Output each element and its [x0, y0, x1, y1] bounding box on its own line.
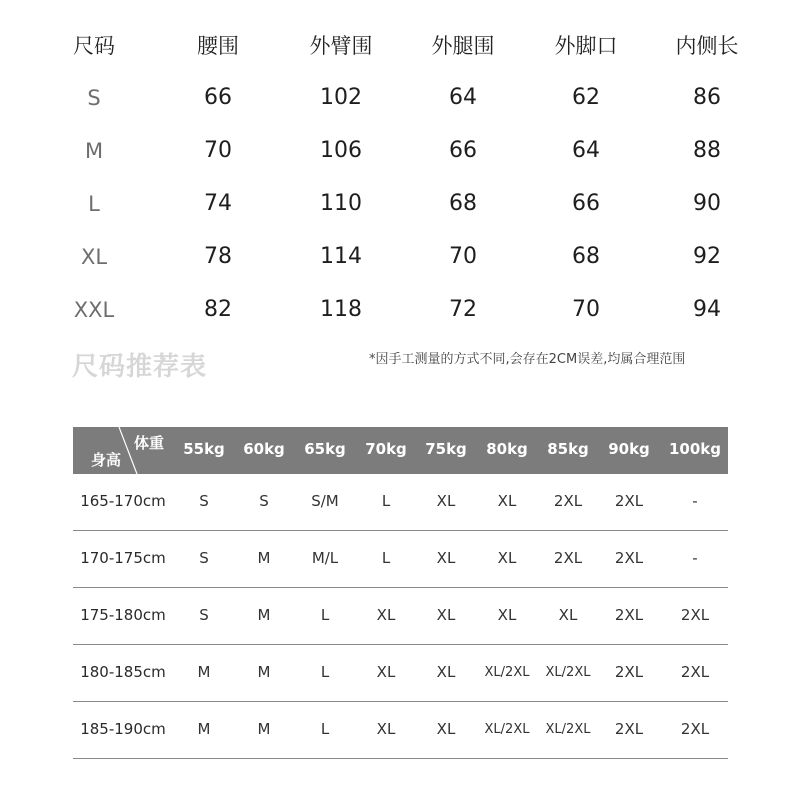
size-cell: XL	[436, 663, 456, 681]
size-cell: L	[320, 720, 330, 738]
size-cell: 2XL	[680, 720, 710, 738]
size-cell: S/M	[311, 492, 339, 510]
size-table-header	[0, 26, 800, 66]
size-cell: XL	[436, 549, 456, 567]
size-cell: 2XL	[614, 663, 644, 681]
header-size: 尺码	[73, 34, 115, 58]
height-range: 180-185cm	[80, 663, 166, 681]
weight-header: 90kg	[608, 440, 650, 458]
size-cell: XL	[436, 492, 456, 510]
waist-value: 70	[204, 138, 232, 163]
size-cell: XL	[558, 606, 578, 624]
size-cell: L	[381, 549, 391, 567]
height-axis-label: 身高	[91, 451, 122, 469]
header-leg-opening: 外脚口	[554, 34, 618, 58]
height-range: 175-180cm	[80, 606, 166, 624]
header-corner-cell	[73, 427, 173, 474]
size-cell: XL	[436, 606, 456, 624]
size-label: S	[87, 86, 101, 110]
table-row	[73, 474, 728, 531]
size-cell: S	[199, 606, 209, 624]
size-cell: L	[320, 606, 330, 624]
weight-header: 75kg	[425, 440, 467, 458]
size-cell: S	[199, 549, 209, 567]
header-outer-leg: 外腿围	[431, 34, 495, 58]
height-range: 185-190cm	[80, 720, 166, 738]
size-row	[0, 184, 800, 224]
leg-opening-value: 62	[572, 85, 600, 110]
header-inseam: 内侧长	[675, 34, 739, 58]
size-cell: M	[257, 663, 271, 681]
inseam-value: 88	[693, 138, 721, 163]
size-label: XXL	[73, 298, 115, 322]
size-cell: 2XL	[553, 492, 583, 510]
header-waist: 腰围	[197, 34, 239, 58]
size-row	[0, 237, 800, 277]
outer-leg-value: 64	[449, 85, 477, 110]
outer-leg-value: 72	[449, 297, 477, 322]
size-cell: XL/2XL	[484, 722, 530, 737]
table-row	[73, 702, 728, 759]
size-cell: M	[197, 720, 211, 738]
weight-header: 80kg	[486, 440, 528, 458]
inseam-value: 92	[693, 244, 721, 269]
outer-arm-value: 106	[320, 138, 362, 163]
outer-leg-value: 66	[449, 138, 477, 163]
leg-opening-value: 66	[572, 191, 600, 216]
size-cell: S	[199, 492, 209, 510]
size-cell: M	[197, 663, 211, 681]
height-range: 170-175cm	[80, 549, 166, 567]
waist-value: 78	[204, 244, 232, 269]
table-row	[73, 588, 728, 645]
outer-arm-value: 114	[320, 244, 362, 269]
weight-axis-label: 体重	[134, 434, 165, 452]
outer-leg-value: 68	[449, 191, 477, 216]
weight-header: 65kg	[304, 440, 346, 458]
size-cell: XL	[376, 606, 396, 624]
size-cell: 2XL	[680, 606, 710, 624]
size-cell: L	[381, 492, 391, 510]
height-range: 165-170cm	[80, 492, 166, 510]
size-cell: M	[257, 720, 271, 738]
size-cell: 2XL	[614, 492, 644, 510]
leg-opening-value: 64	[572, 138, 600, 163]
size-cell: -	[692, 492, 698, 510]
size-cell: 2XL	[553, 549, 583, 567]
waist-value: 74	[204, 191, 232, 216]
leg-opening-value: 68	[572, 244, 600, 269]
size-cell: S	[259, 492, 269, 510]
inseam-value: 94	[693, 297, 721, 322]
size-cell: XL	[497, 549, 517, 567]
waist-value: 66	[204, 85, 232, 110]
inseam-value: 86	[693, 85, 721, 110]
inseam-value: 90	[693, 191, 721, 216]
weight-header: 70kg	[365, 440, 407, 458]
weight-header: 100kg	[668, 440, 722, 458]
table-row	[73, 645, 728, 702]
size-cell: 2XL	[614, 606, 644, 624]
size-cell: XL	[376, 663, 396, 681]
size-cell: XL/2XL	[484, 665, 530, 680]
size-cell: 2XL	[680, 663, 710, 681]
size-label: L	[88, 192, 100, 216]
weight-header: 60kg	[243, 440, 285, 458]
waist-value: 82	[204, 297, 232, 322]
outer-arm-value: 102	[320, 85, 362, 110]
size-row	[0, 290, 800, 330]
header-outer-arm: 外臂围	[309, 34, 373, 58]
size-cell: -	[692, 549, 698, 567]
size-cell: L	[320, 663, 330, 681]
size-cell: M/L	[311, 549, 339, 567]
size-cell: XL/2XL	[545, 665, 591, 680]
size-cell: XL	[497, 606, 517, 624]
size-row	[0, 131, 800, 171]
weight-header: 85kg	[547, 440, 589, 458]
size-label: M	[84, 139, 104, 163]
weight-header-row	[73, 427, 728, 474]
measurement-note: *因手工测量的方式不同,会存在2CM误差,均属合理范围	[369, 352, 686, 367]
size-cell: 2XL	[614, 720, 644, 738]
size-cell: M	[257, 549, 271, 567]
table-row	[73, 531, 728, 588]
leg-opening-value: 70	[572, 297, 600, 322]
outer-leg-value: 70	[449, 244, 477, 269]
outer-arm-value: 110	[320, 191, 362, 216]
outer-arm-value: 118	[320, 297, 362, 322]
size-label: XL	[80, 245, 108, 269]
size-cell: 2XL	[614, 549, 644, 567]
size-cell: XL	[497, 492, 517, 510]
size-cell: XL	[436, 720, 456, 738]
size-cell: XL	[376, 720, 396, 738]
size-cell: M	[257, 606, 271, 624]
size-cell: XL/2XL	[545, 722, 591, 737]
recommendation-title: 尺码推荐表	[72, 352, 208, 382]
size-row	[0, 78, 800, 118]
weight-header: 55kg	[183, 440, 225, 458]
